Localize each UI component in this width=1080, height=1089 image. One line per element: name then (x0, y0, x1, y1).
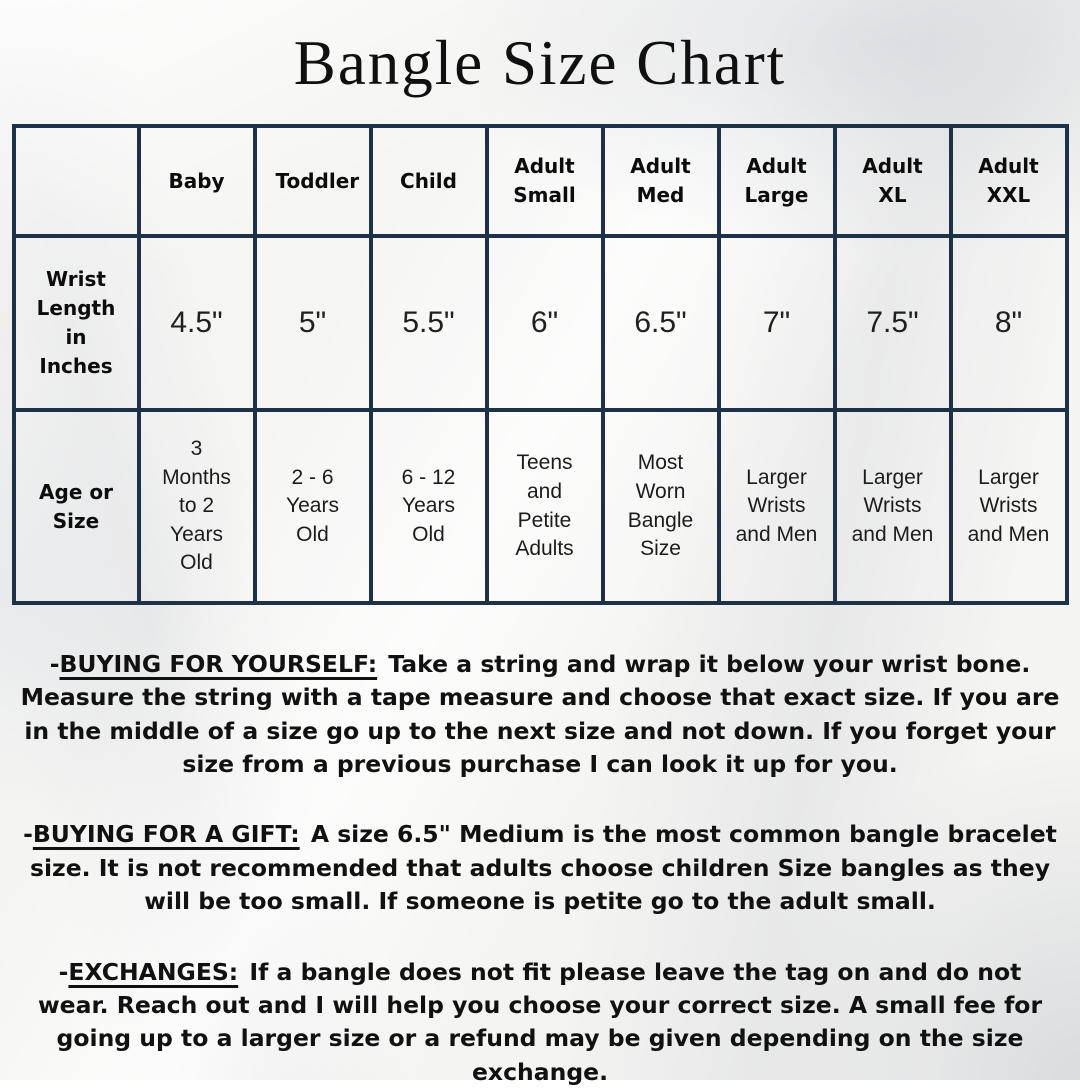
table-header-row (14, 126, 1067, 236)
wrist-size-cell: 8" (951, 236, 1067, 410)
wrist-size-cell: 5.5" (371, 236, 487, 410)
note-dash: - (23, 820, 33, 849)
age-cell: Larger Wrists and Men (719, 410, 835, 603)
header-cell-adult-med: Adult Med (603, 126, 719, 236)
age-cell: 6 - 12 Years Old (371, 410, 487, 603)
age-cell: Larger Wrists and Men (951, 410, 1067, 603)
age-cell: 2 - 6 Years Old (255, 410, 371, 603)
header-cell-adult-xxl: Adult XXL (951, 126, 1067, 236)
age-cell: Teens and Petite Adults (487, 410, 603, 603)
header-cell-empty (14, 126, 139, 236)
note-dash: - (49, 650, 60, 678)
age-size-row (14, 410, 1067, 603)
wrist-length-row (14, 236, 1067, 410)
row-label-age-or-size: Age or Size (14, 410, 139, 603)
wrist-size-cell: 7" (719, 236, 835, 410)
wrist-size-cell: 4.5" (139, 236, 255, 410)
age-cell: 3 Months to 2 Years Old (139, 410, 255, 603)
header-cell-adult-small: Adult Small (487, 126, 603, 236)
header-cell-adult-xl: Adult XL (835, 126, 951, 236)
wrist-size-cell: 6" (487, 236, 603, 410)
notes-section (0, 648, 1080, 1089)
note-text: If a bangle does not fit please leave the tag on and do not wear. Reach out and I will help you choose your correct size. A small fee for going up to a larger size or a refund may be given depending on the size exchange. (37, 957, 1043, 1086)
note-text: Take a string and wrap it below your wrist bone. Measure the string with a tape measure and choose that exact size. If you are in the middle of a size go up to the next size and not down. If you forget your size from a previous purchase I can look it up for you. (20, 650, 1060, 779)
age-cell: Larger Wrists and Men (835, 410, 951, 603)
note-buying-for-yourself (20, 648, 1060, 781)
header-cell-adult-large: Adult Large (719, 126, 835, 236)
wrist-size-cell: 7.5" (835, 236, 951, 410)
note-dash: - (58, 957, 69, 986)
note-label: EXCHANGES: (68, 957, 239, 986)
size-table (12, 124, 1069, 605)
wrist-size-cell: 6.5" (603, 236, 719, 410)
note-label: BUYING FOR YOURSELF: (59, 650, 378, 678)
page-title: Bangle Size Chart (293, 28, 787, 98)
note-buying-for-a-gift (20, 818, 1060, 918)
header-cell-baby: Baby (139, 126, 255, 236)
wrist-size-cell: 5" (255, 236, 371, 410)
age-cell: Most Worn Bangle Size (603, 410, 719, 603)
header-cell-child: Child (371, 126, 487, 236)
header-cell-toddler: Toddler (255, 126, 371, 236)
row-label-wrist-length: Wrist Length in Inches (14, 236, 139, 410)
note-text: A size 6.5" Medium is the most common bangle bracelet size. It is not recommended that adults choose children Size bangles as they will be too small. If someone is petite go to the adult small. (29, 820, 1057, 916)
note-exchanges (20, 956, 1060, 1089)
note-label: BUYING FOR A GIFT: (32, 820, 300, 849)
